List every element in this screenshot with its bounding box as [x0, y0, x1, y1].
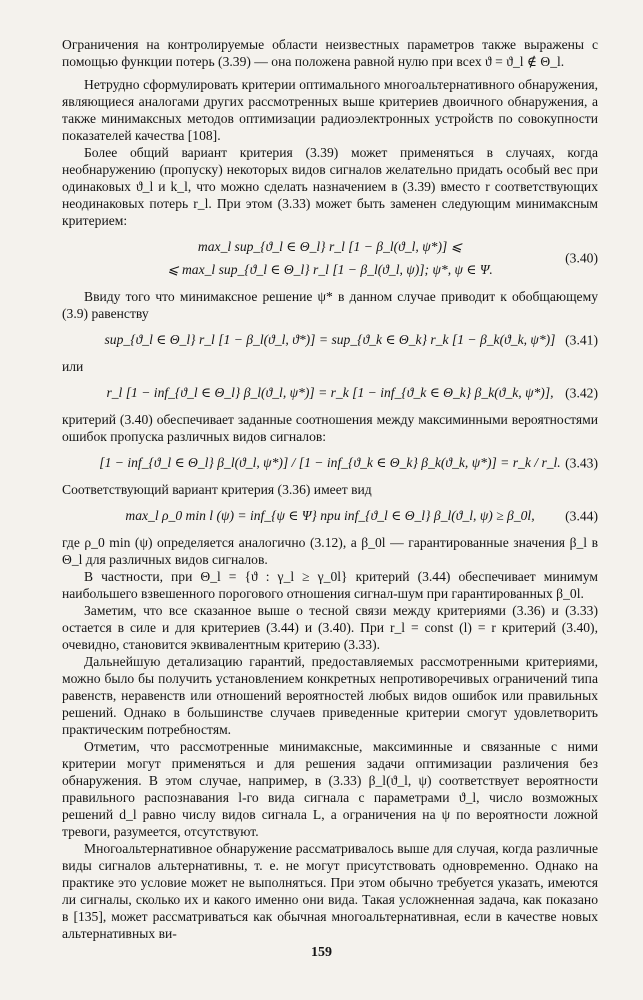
- paragraph: Нетрудно сформулировать критерии оптимального многоальтернативного обнаружения, являющиеся аналогами других рассмотренных выше критериев двоичного обнаружения, а также минимаксных методов оптимизации радиоэлектронных устройств по совокупности показателей качества [108].: [62, 77, 598, 143]
- paragraph: Ввиду того что минимаксное решение ψ* в данном случае приводит к обобщающему (3.9) равенству: [62, 289, 598, 321]
- page-number: 159: [311, 945, 332, 960]
- equation-number: (3.42): [565, 385, 598, 400]
- paragraph: Дальнейшую детализацию гарантий, предоставляемых рассмотренными критериями, можно было бы получить установлением конкретных непротиворечивых ограничений типа равенств, неравенств или отношений вероятностей любых видов ошибок или правильных решений. Однако в большинстве случаев приведенные критерии смогут удовлетворить практическим потребностям.: [62, 654, 598, 737]
- equation-line: [1 − inf_{ϑ_l ∈ Θ_l} β_l(ϑ_l, ψ*)] / [1 − inf_{ϑ_k ∈ Θ_k} β_k(ϑ_k, ψ*)] = r_k / r_l.: [99, 455, 561, 470]
- paragraph: Соответствующий вариант критерия (3.36) имеет вид: [62, 482, 372, 497]
- equation-line: max_l ρ_0 min l (ψ) = inf_{ψ ∈ Ψ} при inf_{ϑ_l ∈ Θ_l} β_l(ϑ_l, ψ) ≥ β_0l,: [125, 508, 535, 523]
- equation-3-43: [62, 453, 598, 472]
- paragraph: Многоальтернативное обнаружение рассматривалось выше для случая, когда различные виды сигналов альтернативны, т. е. не могут присутствовать одновременно. Однако на практике это условие может не выполняться. При этом обычно требуется указать, имеются ли сигналы, сколько их и какого именно они вида. Такая усложненная задача, как показано в [135], может рассматриваться как обычная многоальтернативная, если в качестве новых альтернативных ви-: [62, 841, 598, 941]
- paragraph: или: [62, 359, 84, 374]
- paragraph: Ограничения на контролируемые области неизвестных параметров также выражены с помощью функции потерь (3.39) — она положена равной нулю при всех ϑ = ϑ_l ∉ Θ_l.: [62, 37, 598, 69]
- paragraph: Заметим, что все сказанное выше о тесной связи между критериями (3.36) и (3.33) остается в силе и для критериев (3.44) и (3.40). При r_l = const (l) = r критерий (3.40), очевидно, становится эквивалентным критерию (3.33).: [62, 603, 598, 652]
- equation-3-44: [62, 506, 598, 525]
- paragraph: В частности, при Θ_l = {ϑ : γ_l ≥ γ_0l} критерий (3.44) обеспечивает минимум наибольшего взвешенного порогового отношения сигнал-шум при гарантированных β_0l.: [62, 569, 598, 601]
- equation-line: ⩽ max_l sup_{ϑ_l ∈ Θ_l} r_l [1 − β_l(ϑ_l, ψ)]; ψ*, ψ ∈ Ψ.: [167, 262, 493, 277]
- equation-line: r_l [1 − inf_{ϑ_l ∈ Θ_l} β_l(ϑ_l, ψ*)] = r_k [1 − inf_{ϑ_k ∈ Θ_k} β_k(ϑ_k, ψ*)],: [106, 385, 554, 400]
- equation-number: (3.43): [565, 455, 598, 470]
- equation-3-41: [62, 330, 598, 349]
- equation-3-42: [62, 383, 598, 402]
- paragraph: критерий (3.40) обеспечивает заданные соотношения между максиминными вероятностями ошибок пропуска различных видов сигналов:: [62, 412, 598, 444]
- equation-number: (3.40): [565, 250, 598, 266]
- paragraph: где ρ_0 min (ψ) определяется аналогично (3.12), а β_0l — гарантированные значения β_l в Θ_l для различных видов сигналов.: [62, 535, 598, 567]
- page-body: [62, 36, 598, 942]
- equation-number: (3.44): [565, 508, 598, 523]
- equation-line: max_l sup_{ϑ_l ∈ Θ_l} r_l [1 − β_l(ϑ_l, ψ*)] ⩽: [197, 239, 463, 254]
- equation-line: sup_{ϑ_l ∈ Θ_l} r_l [1 − β_l(ϑ_l, ϑ*)] = sup_{ϑ_k ∈ Θ_k} r_k [1 − β_k(ϑ_k, ψ*)]: [104, 332, 556, 347]
- paragraph: Отметим, что рассмотренные минимаксные, максиминные и связанные с ними критерии могут применяться и для решения задачи оптимизации различения без обнаружения. В этом случае, например, в (3.33) β_l(ϑ_l, ψ) соответствует вероятности правильного распознавания l-го вида сигнала с параметрами ϑ_l, число возможных решений d_l равно числу видов сигнала L, а ограничения на ψ по вероятности ложной тревоги, разумеется, отсутствуют.: [62, 739, 598, 839]
- equation-number: (3.41): [565, 332, 598, 347]
- equation-3-40: [62, 237, 598, 279]
- paragraph: Более общий вариант критерия (3.39) может применяться в случаях, когда необнаружению (пропуску) некоторых видов сигналов желательно придать особый вес при одинаковых ϑ_l и k_l, что можно сделать назначением в (3.39) вместо r соответствующих неодинаковых потерь r_l. При этом (3.33) может быть заменен следующим минимаксным критерием:: [62, 145, 598, 228]
